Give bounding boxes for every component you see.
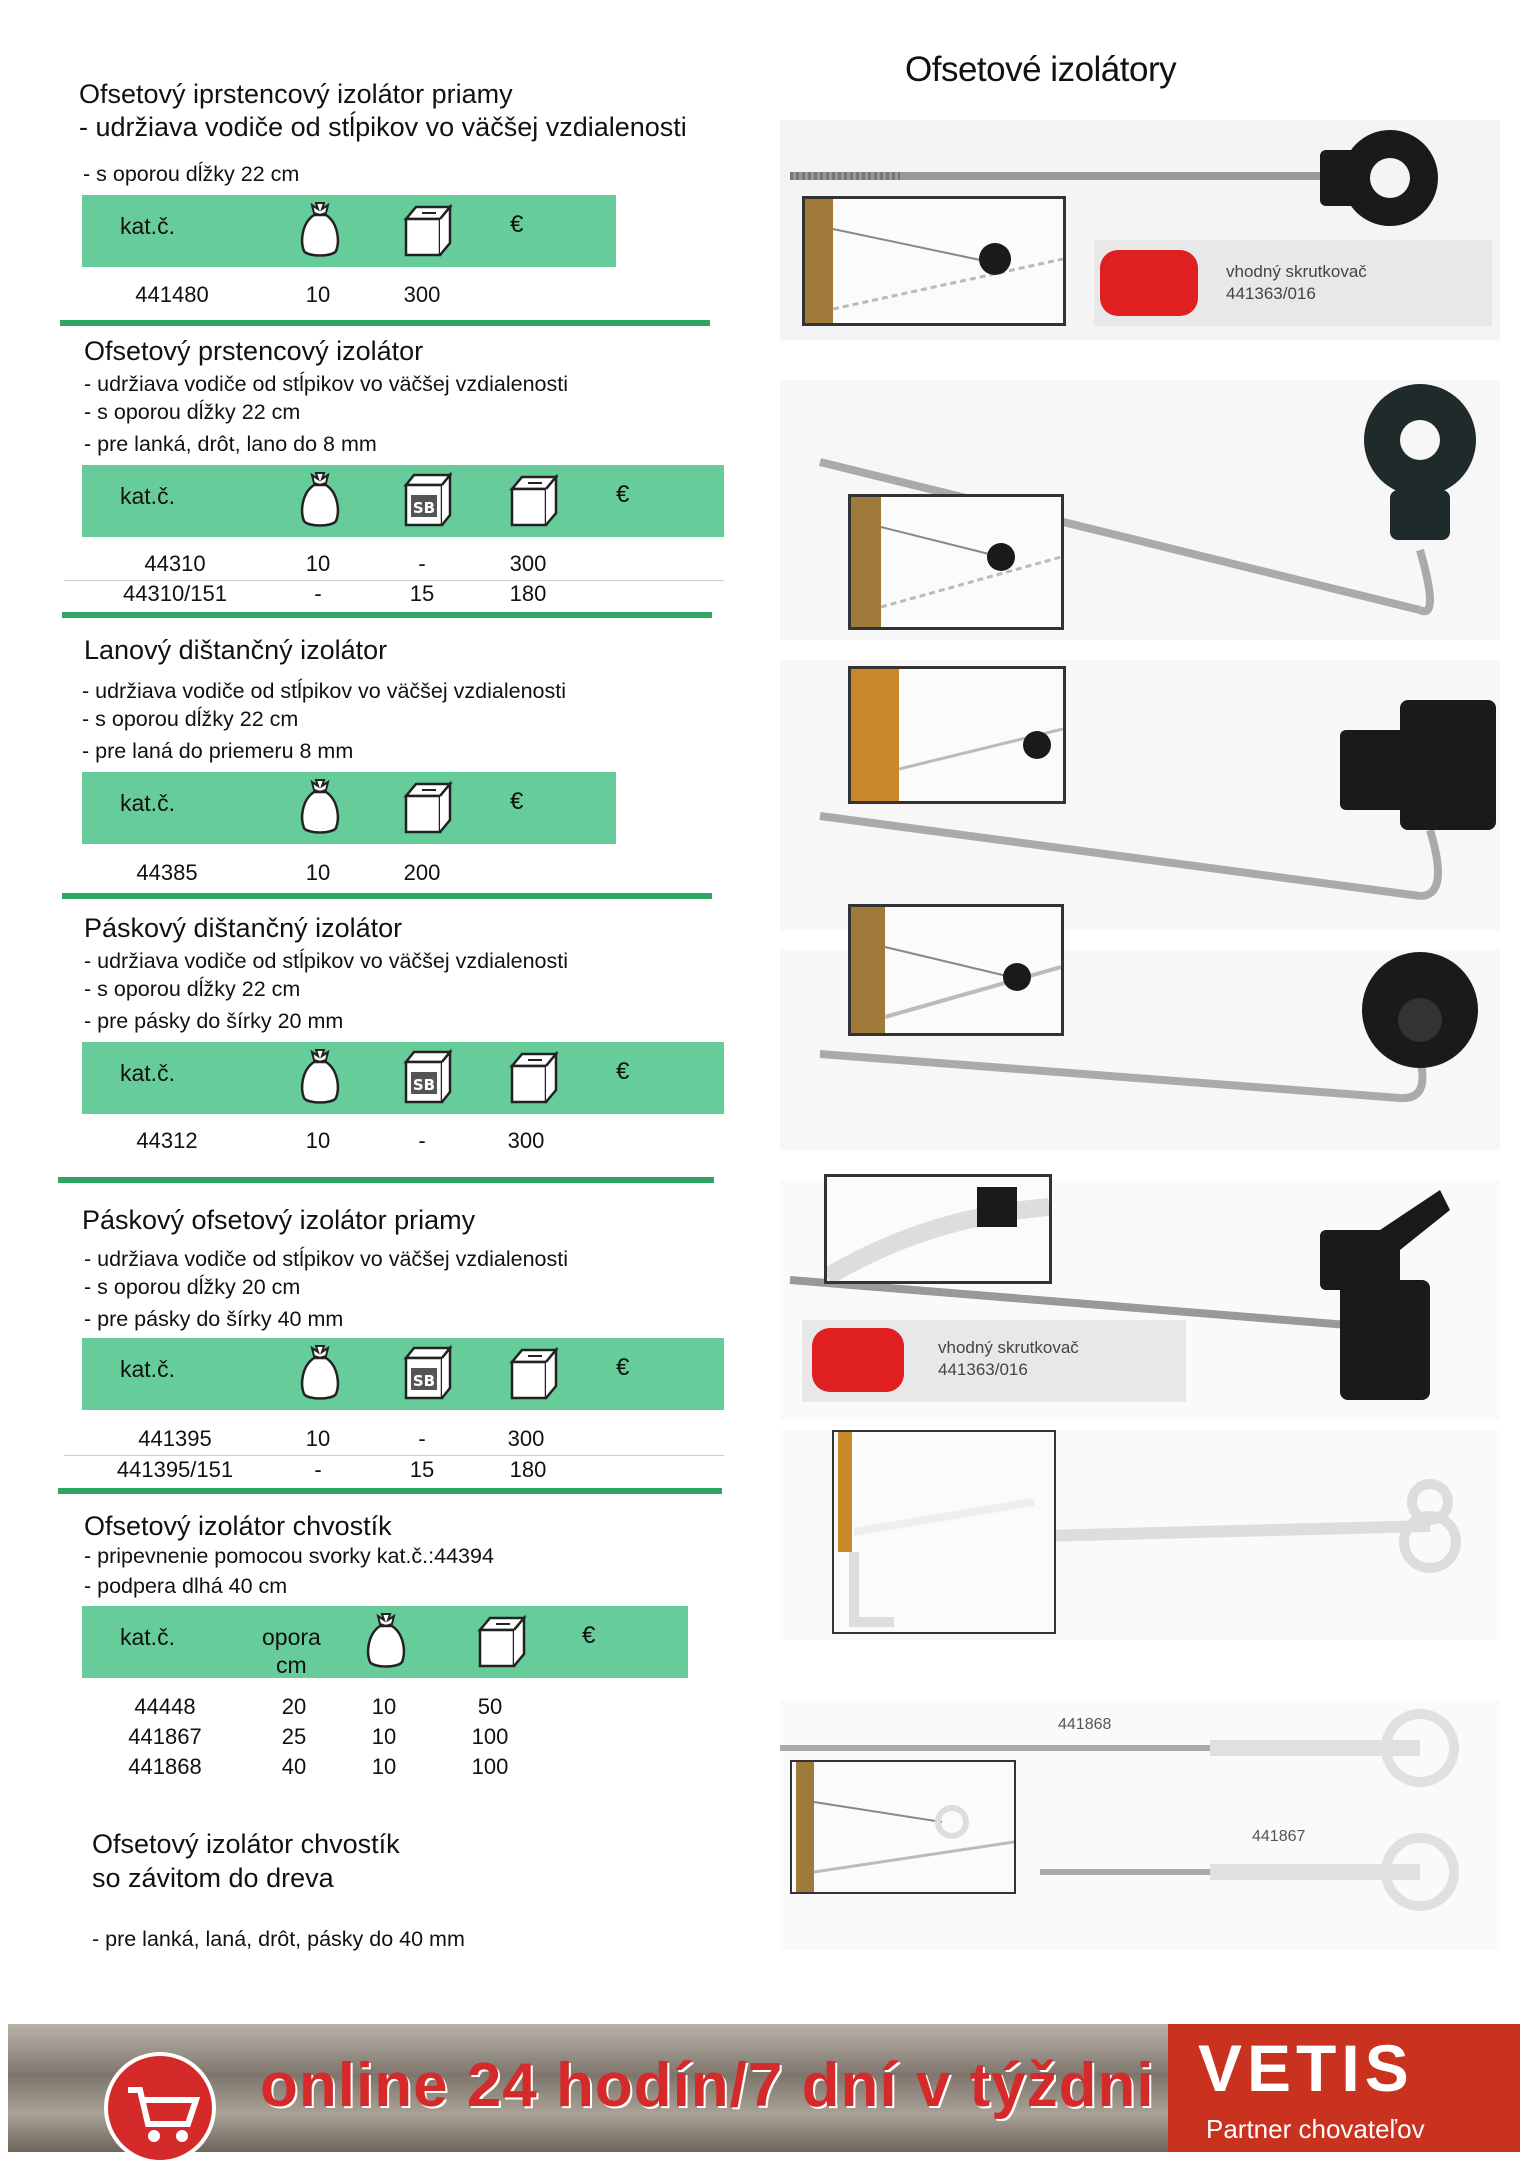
cell-bag: - <box>314 581 322 606</box>
euro-label: € <box>616 481 630 508</box>
cell-bag: 10 <box>371 1724 397 1749</box>
cell-box: 50 <box>477 1694 503 1719</box>
bag-icon <box>364 1612 408 1670</box>
bag-icon <box>298 1048 342 1106</box>
screwdriver-code: 441363/016 <box>1226 284 1316 303</box>
cell-bag: 10 <box>371 1754 397 1779</box>
box-icon <box>402 778 454 836</box>
table-row <box>64 549 724 579</box>
divider <box>62 612 712 618</box>
table-row <box>82 1692 722 1722</box>
table-header <box>82 195 616 267</box>
section-title: Páskový dištančný izolátor <box>84 913 403 943</box>
cell-box: 100 <box>471 1754 509 1779</box>
table-row <box>64 1126 724 1156</box>
section-subtitle: - udržiava vodiče od stĺpikov vo väčšej vzdialenosti <box>79 112 687 142</box>
bullet: - s oporou dĺžky 22 cm <box>84 977 301 1001</box>
cell-bag: 10 <box>305 551 331 576</box>
cell-opora: 20 <box>281 1694 307 1719</box>
table-row <box>64 1455 724 1485</box>
bullet: - s oporou dĺžky 20 cm <box>84 1275 301 1299</box>
usage-photo <box>790 1760 1016 1894</box>
product-code-label: 441867 <box>1252 1828 1306 1845</box>
cell-sb: - <box>418 551 426 576</box>
cell-box: 300 <box>403 282 441 307</box>
cell-box: 180 <box>509 581 547 606</box>
cell-bag: 10 <box>305 282 331 307</box>
cell-box: 300 <box>509 551 547 576</box>
cart-icon <box>104 2052 216 2164</box>
cell-cat: 441395/151 <box>116 1457 234 1482</box>
table-header <box>82 1338 724 1410</box>
cell-cat: 44385 <box>136 860 198 885</box>
screwdriver-code: 441363/016 <box>938 1360 1028 1379</box>
cat-label: kat.č. <box>120 483 175 509</box>
cell-opora: 40 <box>281 1754 307 1779</box>
table-header <box>82 465 724 537</box>
bag-icon <box>298 1344 342 1402</box>
cell-opora: 25 <box>281 1724 307 1749</box>
section-title: Ofsetový izolátor chvostík <box>84 1511 392 1541</box>
usage-photo <box>848 904 1064 1036</box>
table-row <box>64 579 724 609</box>
euro-label: € <box>616 1058 630 1085</box>
cat-label: kat.č. <box>120 1060 175 1086</box>
cell-cat: 441867 <box>128 1724 202 1749</box>
cell-box: 200 <box>403 860 441 885</box>
cat-label: kat.č. <box>120 1356 175 1382</box>
cell-cat: 44310/151 <box>123 581 227 606</box>
bullet: - pripevnenie pomocou svorky kat.č.:44394 <box>84 1544 494 1568</box>
bullet: - s oporou dĺžky 22 cm <box>83 162 300 186</box>
bullet: - pre lanká, drôt, lano do 8 mm <box>84 432 377 456</box>
sb-package-icon <box>402 1048 454 1106</box>
table-row <box>82 858 722 888</box>
usage-photo <box>848 494 1064 630</box>
cat-label: kat.č. <box>120 790 175 816</box>
bullet: - udržiava vodiče od stĺpikov vo väčšej vzdialenosti <box>84 1247 568 1271</box>
divider <box>60 320 710 326</box>
divider <box>62 893 712 899</box>
cell-bag: 10 <box>305 860 331 885</box>
bullet: - s oporou dĺžky 22 cm <box>84 400 301 424</box>
bullet: - udržiava vodiče od stĺpikov vo väčšej vzdialenosti <box>84 949 568 973</box>
opora-unit-label: cm <box>276 1652 307 1678</box>
page-title: Ofsetové izolátory <box>905 50 1177 89</box>
screwdriver-label: vhodný skrutkovač <box>1226 262 1367 281</box>
box-icon <box>508 1048 560 1106</box>
euro-label: € <box>582 1622 596 1649</box>
euro-label: € <box>616 1354 630 1381</box>
brand-tagline: Partner chovateľov <box>1206 2114 1425 2144</box>
bag-icon <box>298 778 342 836</box>
section-title: Páskový ofsetový izolátor priamy <box>82 1205 476 1235</box>
cell-cat: 441480 <box>135 282 209 307</box>
bag-icon <box>298 201 342 259</box>
table-row <box>64 1424 724 1454</box>
bullet: - s oporou dĺžky 22 cm <box>82 707 299 731</box>
box-icon <box>508 471 560 529</box>
cell-box: 300 <box>507 1128 545 1153</box>
cell-cat: 441395 <box>138 1426 212 1451</box>
cell-box: 300 <box>507 1426 545 1451</box>
table-header <box>82 772 616 844</box>
bag-icon <box>298 471 342 529</box>
screwdriver-label: vhodný skrutkovač <box>938 1338 1079 1357</box>
cell-cat: 44448 <box>134 1694 196 1719</box>
cell-cat: 44310 <box>144 551 206 576</box>
usage-photo <box>802 196 1066 326</box>
bullet: - pre laná do priemeru 8 mm <box>82 739 354 763</box>
box-icon <box>508 1344 560 1402</box>
euro-label: € <box>510 211 524 238</box>
bullet: - pre pásky do šírky 20 mm <box>84 1009 344 1033</box>
banner-text: online 24 hodín/7 dní v týždni <box>260 2051 1155 2120</box>
cell-box: 100 <box>471 1724 509 1749</box>
cat-label: kat.č. <box>120 213 175 239</box>
sb-package-icon <box>402 471 454 529</box>
usage-photo <box>848 666 1066 804</box>
cell-cat: 441868 <box>128 1754 202 1779</box>
table-row <box>82 1752 722 1782</box>
vetis-logo[interactable] <box>1168 2024 1520 2152</box>
euro-label: € <box>510 788 524 815</box>
bullet: - udržiava vodiče od stĺpikov vo väčšej vzdialenosti <box>82 679 566 703</box>
cell-cat: 44312 <box>136 1128 198 1153</box>
bullet: - podpera dlhá 40 cm <box>84 1574 288 1598</box>
brand-name: VETIS <box>1198 2031 1414 2105</box>
screwdriver-tag <box>1094 240 1492 326</box>
bullet: - pre pásky do šírky 40 mm <box>84 1307 344 1331</box>
box-icon <box>402 201 454 259</box>
section-title: Ofsetový iprstencový izolátor priamy <box>79 79 513 109</box>
table-header <box>82 1042 724 1114</box>
cell-box: 180 <box>509 1457 547 1482</box>
cell-bag: - <box>314 1457 322 1482</box>
cell-sb: 15 <box>409 1457 435 1482</box>
section-subtitle: so závitom do dreva <box>92 1863 334 1893</box>
bullet: - udržiava vodiče od stĺpikov vo väčšej vzdialenosti <box>84 372 568 396</box>
usage-photo <box>832 1430 1056 1634</box>
cell-bag: 10 <box>371 1694 397 1719</box>
table-row <box>82 1722 722 1752</box>
cell-sb: - <box>418 1128 426 1153</box>
bullet: - pre lanká, laná, drôt, pásky do 40 mm <box>92 1927 465 1951</box>
cell-bag: 10 <box>305 1426 331 1451</box>
divider <box>58 1488 722 1494</box>
usage-photo <box>824 1174 1052 1284</box>
table-row <box>82 280 722 310</box>
product-code-label: 441868 <box>1058 1716 1112 1733</box>
box-icon <box>476 1612 528 1670</box>
section-title: Ofsetový prstencový izolátor <box>84 336 424 366</box>
opora-label: opora <box>262 1624 321 1650</box>
table-header <box>82 1606 688 1678</box>
sb-package-icon <box>402 1344 454 1402</box>
section-title: Lanový dištančný izolátor <box>84 635 388 665</box>
section-title: Ofsetový izolátor chvostík <box>92 1829 400 1859</box>
cat-label: kat.č. <box>120 1624 175 1650</box>
cell-bag: 10 <box>305 1128 331 1153</box>
cell-sb: - <box>418 1426 426 1451</box>
screwdriver-tag <box>802 1320 1186 1402</box>
divider <box>58 1177 714 1183</box>
cell-sb: 15 <box>409 581 435 606</box>
